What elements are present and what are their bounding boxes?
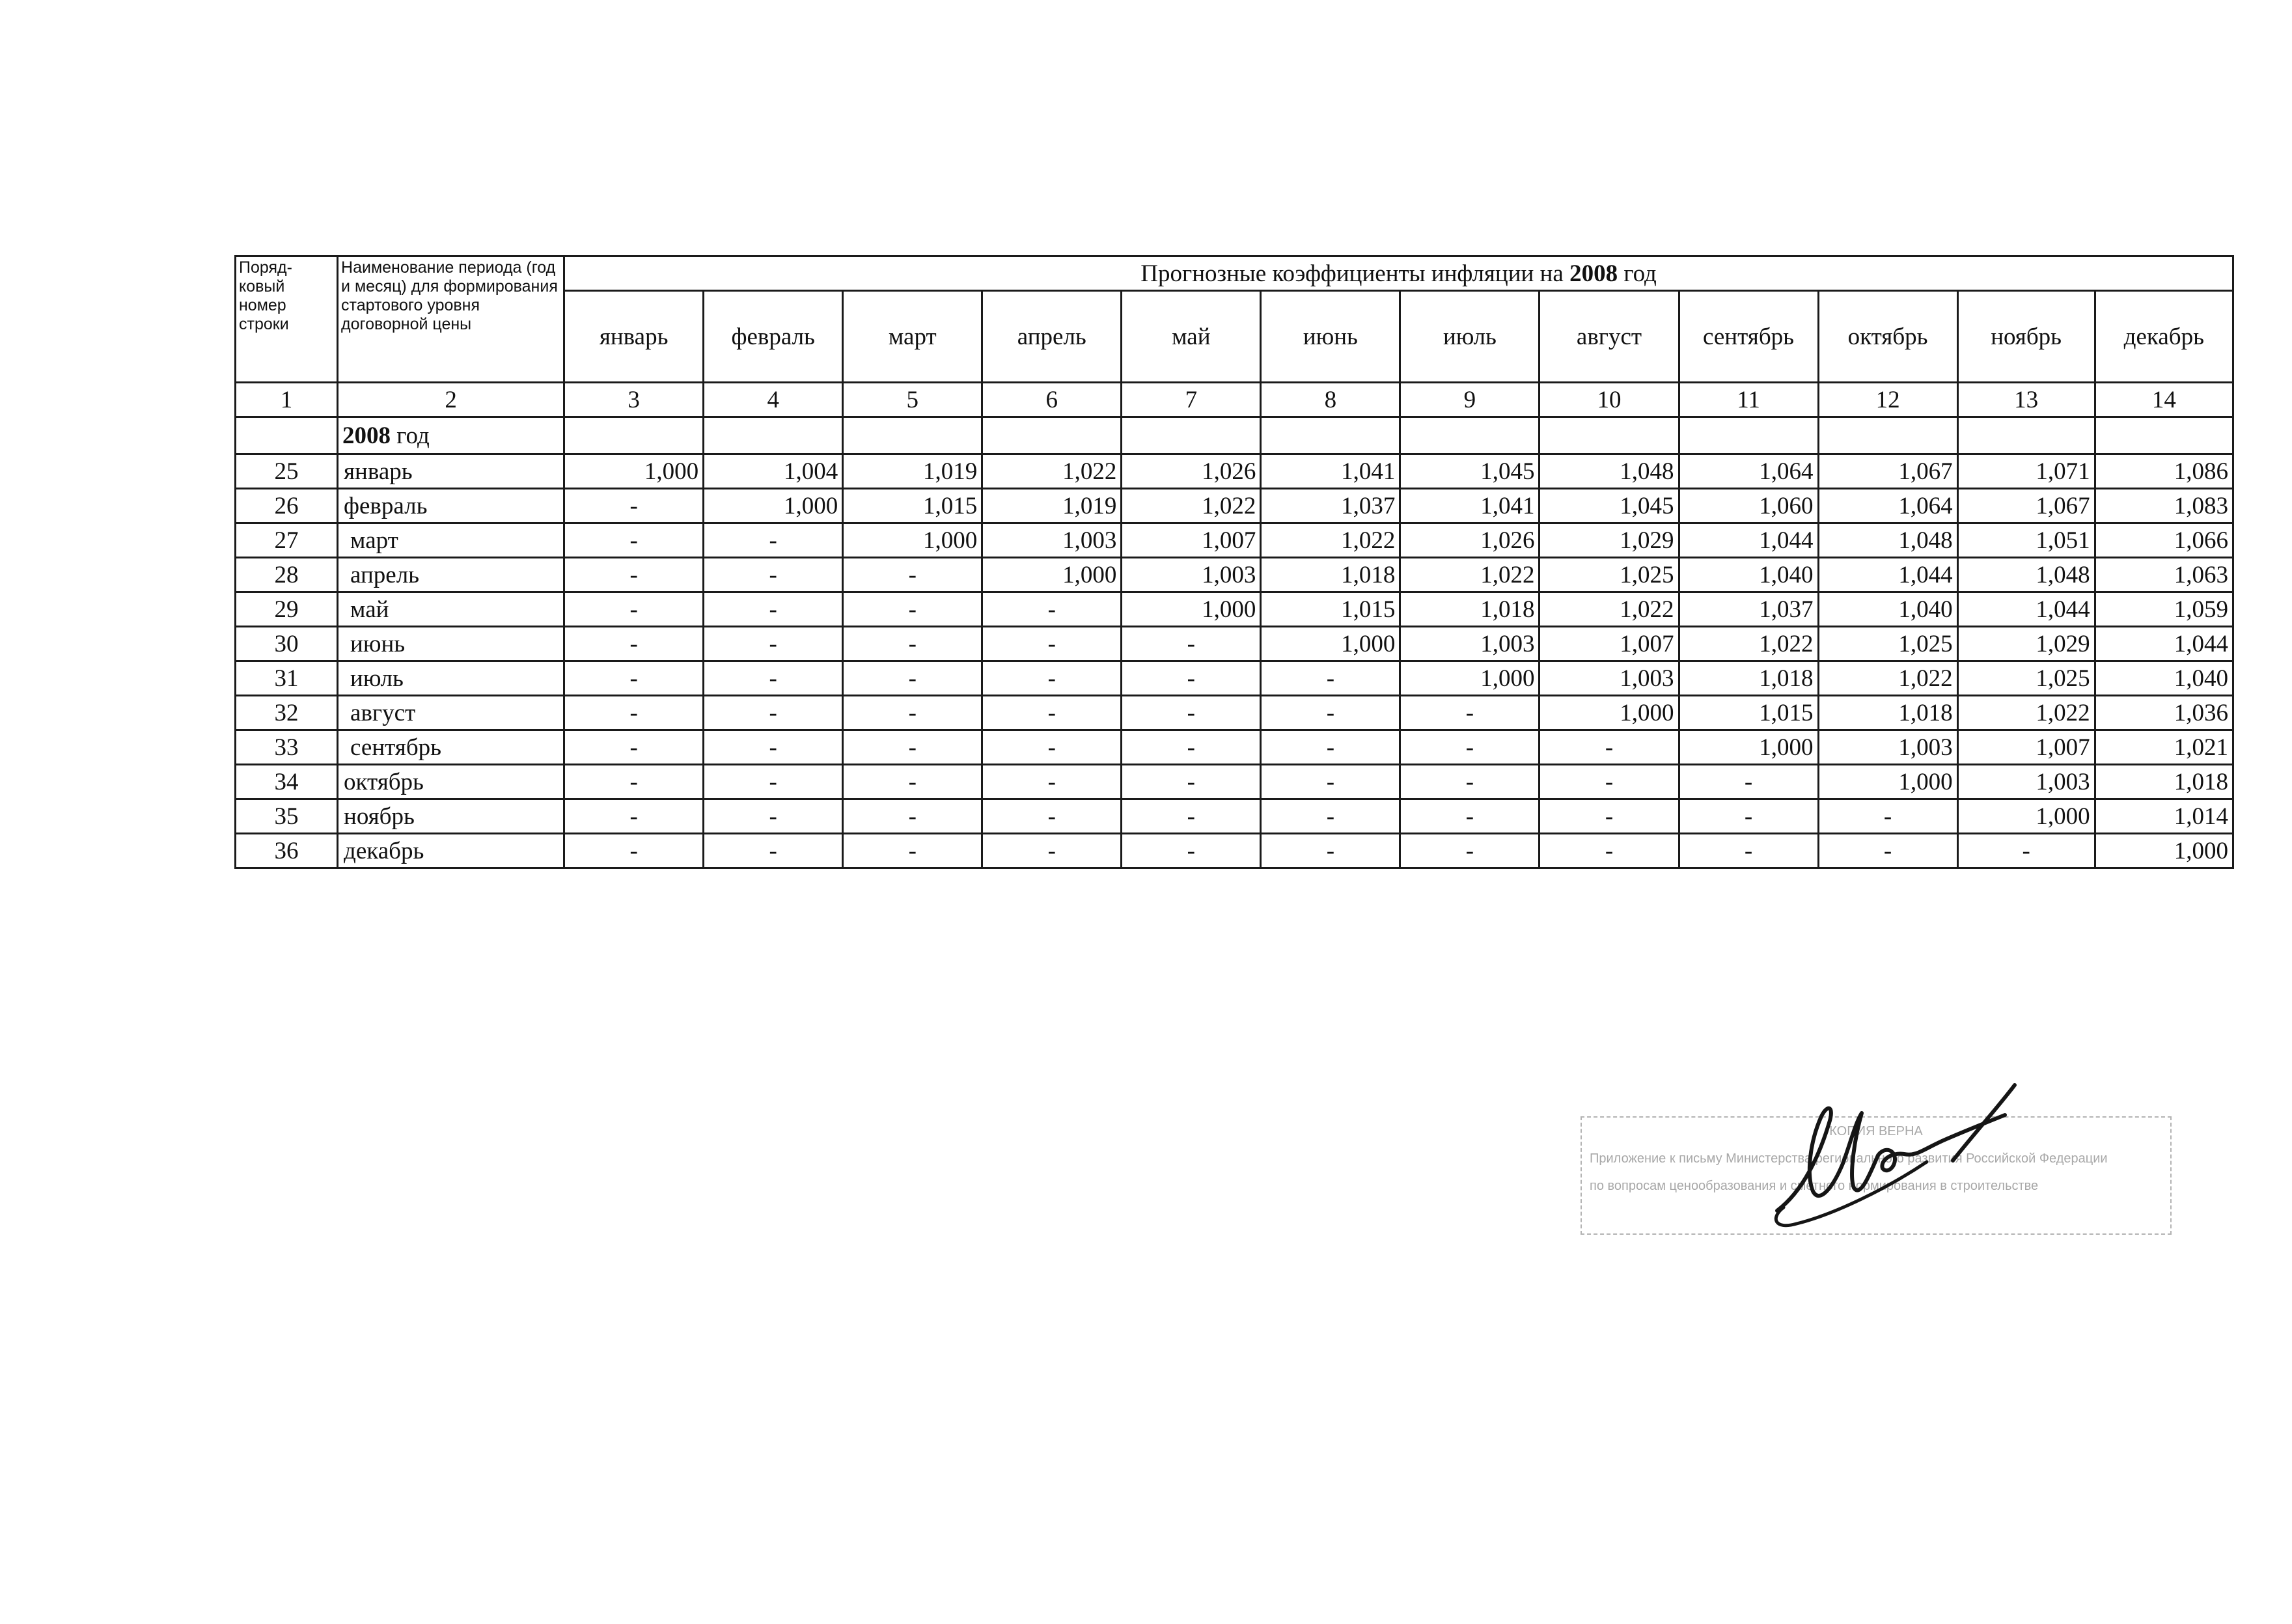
coefficient-cell: 1,007 [1122, 523, 1261, 558]
coefficient-cell: - [1122, 627, 1261, 661]
coefficient-cell: - [1261, 834, 1400, 868]
coefficient-cell: - [843, 730, 982, 765]
coefficient-cell: 1,004 [704, 454, 843, 489]
coefficient-cell: 1,003 [1122, 558, 1261, 592]
coefficient-cell: - [982, 661, 1122, 696]
coefficient-cell: - [1400, 730, 1540, 765]
row-number-cell: 33 [236, 730, 338, 765]
coefficient-cell: - [843, 592, 982, 627]
column-number-cell: 7 [1122, 383, 1261, 417]
period-cell: февраль [338, 489, 564, 523]
column-number-cell: 6 [982, 383, 1122, 417]
column-number-cell: 4 [704, 383, 843, 417]
coefficient-cell: - [564, 765, 704, 799]
period-cell: август [338, 696, 564, 730]
coefficient-cell: 1,060 [1679, 489, 1818, 523]
coefficient-cell: 1,044 [1818, 558, 1957, 592]
coefficient-cell: - [982, 627, 1122, 661]
coefficient-cell: 1,000 [1540, 696, 1679, 730]
coefficient-cell: 1,037 [1679, 592, 1818, 627]
coefficient-cell: 1,041 [1261, 454, 1400, 489]
coefficient-cell: 1,040 [1679, 558, 1818, 592]
coefficient-cell: - [843, 558, 982, 592]
coefficient-cell: 1,007 [1540, 627, 1679, 661]
table-row [236, 799, 2233, 834]
coefficient-cell: 1,041 [1400, 489, 1540, 523]
coefficient-cell: - [1400, 765, 1540, 799]
coefficient-cell: - [1261, 730, 1400, 765]
coefficient-cell: - [704, 592, 843, 627]
period-cell: май [338, 592, 564, 627]
coefficient-cell: - [1261, 661, 1400, 696]
coefficient-cell: - [982, 592, 1122, 627]
coefficient-cell: 1,000 [1818, 765, 1957, 799]
coefficient-cell: - [1957, 834, 2095, 868]
coefficient-cell: - [704, 834, 843, 868]
month-header: май [1122, 291, 1261, 383]
coefficient-cell: 1,000 [564, 454, 704, 489]
coefficient-cell: 1,071 [1957, 454, 2095, 489]
coefficient-cell: - [843, 799, 982, 834]
table-title-prefix: Прогнозные коэффициенты инфляции на [1140, 260, 1564, 287]
month-header: сентябрь [1679, 291, 1818, 383]
stamp-line-1: КОПИЯ ВЕРНА [1829, 1124, 1923, 1138]
row-number-cell: 32 [236, 696, 338, 730]
coefficient-cell: 1,044 [1679, 523, 1818, 558]
column-number-cell: 10 [1540, 383, 1679, 417]
row-number-cell: 26 [236, 489, 338, 523]
coefficient-cell: 1,037 [1261, 489, 1400, 523]
coefficient-cell: - [564, 523, 704, 558]
coefficient-cell: - [843, 696, 982, 730]
column-number-cell: 2 [338, 383, 564, 417]
table-title [564, 256, 2233, 291]
column-number-cell: 12 [1818, 383, 1957, 417]
month-header: июнь [1261, 291, 1400, 383]
coefficient-cell: - [564, 489, 704, 523]
table-row [236, 558, 2233, 592]
coefficient-cell: 1,036 [2095, 696, 2233, 730]
coefficient-cell: - [704, 523, 843, 558]
coefficient-cell: 1,015 [843, 489, 982, 523]
coefficient-cell: - [564, 834, 704, 868]
month-header: апрель [982, 291, 1122, 383]
coefficient-cell: 1,026 [1122, 454, 1261, 489]
coefficient-cell: - [1261, 765, 1400, 799]
coefficient-cell: 1,040 [1818, 592, 1957, 627]
row-number-cell: 28 [236, 558, 338, 592]
coefficient-cell: - [982, 799, 1122, 834]
table-row [236, 489, 2233, 523]
coefficient-cell: - [1122, 765, 1261, 799]
coefficient-cell: 1,045 [1400, 454, 1540, 489]
coefficient-cell: 1,000 [1679, 730, 1818, 765]
coefficient-cell: 1,064 [1818, 489, 1957, 523]
stamp-line-3: по вопросам ценообразования и сметного нормирования в строительстве [1590, 1179, 2039, 1193]
coefficient-cell: - [1122, 834, 1261, 868]
signature [1758, 1077, 2096, 1246]
coefficient-cell: 1,018 [1818, 696, 1957, 730]
coefficient-cell: 1,048 [1540, 454, 1679, 489]
coefficient-cell: - [1540, 834, 1679, 868]
coefficient-cell: 1,015 [1261, 592, 1400, 627]
period-cell: март [338, 523, 564, 558]
coefficient-cell: 1,019 [843, 454, 982, 489]
coefficient-cell: 1,040 [2095, 661, 2233, 696]
row-number-header: Поряд-ковый номер строки [236, 256, 338, 383]
year-group-suffix: год [396, 422, 430, 449]
coefficient-cell: - [564, 558, 704, 592]
coefficient-cell: 1,021 [2095, 730, 2233, 765]
coefficient-cell: - [1818, 799, 1957, 834]
coefficient-cell: 1,044 [2095, 627, 2233, 661]
coefficient-cell: - [982, 834, 1122, 868]
month-header: июль [1400, 291, 1540, 383]
coefficient-cell: 1,048 [1957, 558, 2095, 592]
coefficient-cell: - [564, 592, 704, 627]
coefficient-cell: 1,022 [1122, 489, 1261, 523]
inflation-coefficients-table [234, 255, 2234, 869]
table-row [236, 627, 2233, 661]
column-number-cell: 13 [1957, 383, 2095, 417]
coefficient-cell: 1,022 [1957, 696, 2095, 730]
column-number-cell: 3 [564, 383, 704, 417]
coefficient-cell: - [1400, 799, 1540, 834]
coefficient-cell: - [843, 661, 982, 696]
table-row [236, 592, 2233, 627]
coefficient-cell: - [704, 661, 843, 696]
coefficient-cell: - [704, 558, 843, 592]
coefficient-cell: 1,000 [2095, 834, 2233, 868]
month-header: март [843, 291, 982, 383]
coefficient-cell: 1,018 [1400, 592, 1540, 627]
coefficient-cell: 1,067 [1957, 489, 2095, 523]
table-row [236, 730, 2233, 765]
coefficient-cell: - [1540, 765, 1679, 799]
coefficient-cell: 1,015 [1679, 696, 1818, 730]
coefficient-cell: - [1261, 696, 1400, 730]
coefficient-cell: 1,064 [1679, 454, 1818, 489]
period-cell: июль [338, 661, 564, 696]
row-number-cell: 25 [236, 454, 338, 489]
coefficient-cell: 1,063 [2095, 558, 2233, 592]
table-row [236, 661, 2233, 696]
coefficient-cell: - [1122, 799, 1261, 834]
coefficient-cell: - [1540, 799, 1679, 834]
row-number-cell: 29 [236, 592, 338, 627]
coefficient-cell: 1,029 [1957, 627, 2095, 661]
year-group-year: 2008 [342, 422, 391, 449]
coefficient-cell: 1,045 [1540, 489, 1679, 523]
coefficient-cell: - [1540, 730, 1679, 765]
coefficient-cell: 1,000 [1957, 799, 2095, 834]
coefficient-cell: - [1261, 799, 1400, 834]
month-header: октябрь [1818, 291, 1957, 383]
coefficient-cell: - [1818, 834, 1957, 868]
period-cell: июнь [338, 627, 564, 661]
coefficient-cell: 1,022 [1818, 661, 1957, 696]
coefficient-cell: 1,014 [2095, 799, 2233, 834]
row-number-cell: 34 [236, 765, 338, 799]
coefficient-cell: 1,022 [982, 454, 1122, 489]
coefficient-cell: 1,051 [1957, 523, 2095, 558]
period-cell: ноябрь [338, 799, 564, 834]
coefficient-cell: 1,018 [2095, 765, 2233, 799]
column-number-cell: 1 [236, 383, 338, 417]
month-header: ноябрь [1957, 291, 2095, 383]
coefficient-cell: - [704, 765, 843, 799]
coefficient-cell: - [843, 765, 982, 799]
table-row [236, 834, 2233, 868]
period-cell: сентябрь [338, 730, 564, 765]
table-row [236, 523, 2233, 558]
coefficient-cell: - [564, 661, 704, 696]
month-header: январь [564, 291, 704, 383]
period-cell: апрель [338, 558, 564, 592]
coefficient-cell: 1,029 [1540, 523, 1679, 558]
coefficient-cell: 1,019 [982, 489, 1122, 523]
coefficient-cell: 1,018 [1679, 661, 1818, 696]
coefficient-cell: 1,022 [1679, 627, 1818, 661]
coefficient-cell: 1,059 [2095, 592, 2233, 627]
coefficient-cell: - [704, 627, 843, 661]
period-cell: январь [338, 454, 564, 489]
coefficient-cell: - [843, 627, 982, 661]
coefficient-cell: 1,003 [1400, 627, 1540, 661]
coefficient-cell: - [1679, 765, 1818, 799]
coefficient-cell: - [982, 765, 1122, 799]
coefficient-cell: 1,048 [1818, 523, 1957, 558]
month-header: август [1540, 291, 1679, 383]
coefficient-cell: 1,066 [2095, 523, 2233, 558]
row-number-cell: 36 [236, 834, 338, 868]
coefficient-cell: 1,083 [2095, 489, 2233, 523]
year-group-number-cell [236, 417, 338, 454]
coefficient-cell: 1,022 [1540, 592, 1679, 627]
coefficient-cell: - [982, 696, 1122, 730]
month-header: февраль [704, 291, 843, 383]
coefficient-cell: 1,086 [2095, 454, 2233, 489]
coefficient-cell: 1,003 [1957, 765, 2095, 799]
table-row [236, 696, 2233, 730]
coefficient-cell: - [704, 696, 843, 730]
coefficient-cell: - [843, 834, 982, 868]
row-number-cell: 35 [236, 799, 338, 834]
period-header: Наименование периода (год и месяц) для формирования стартового уровня договорной цены [338, 256, 564, 383]
period-cell: декабрь [338, 834, 564, 868]
coefficient-cell: - [564, 799, 704, 834]
coefficient-cell: 1,025 [1540, 558, 1679, 592]
coefficient-cell: - [1679, 799, 1818, 834]
coefficient-cell: - [1679, 834, 1818, 868]
table-row [236, 765, 2233, 799]
coefficient-cell: 1,000 [1400, 661, 1540, 696]
coefficient-cell: 1,003 [982, 523, 1122, 558]
coefficient-cell: - [1400, 834, 1540, 868]
coefficient-cell: - [564, 627, 704, 661]
coefficient-cell: 1,022 [1261, 523, 1400, 558]
coefficient-cell: 1,000 [1122, 592, 1261, 627]
coefficient-cell: 1,007 [1957, 730, 2095, 765]
column-number-cell: 5 [843, 383, 982, 417]
coefficient-cell: 1,067 [1818, 454, 1957, 489]
coefficient-cell: 1,018 [1261, 558, 1400, 592]
row-number-cell: 30 [236, 627, 338, 661]
coefficient-cell: 1,026 [1400, 523, 1540, 558]
coefficient-cell: - [1122, 730, 1261, 765]
column-number-cell: 9 [1400, 383, 1540, 417]
column-number-cell: 11 [1679, 383, 1818, 417]
month-header: декабрь [2095, 291, 2233, 383]
coefficient-cell: 1,000 [982, 558, 1122, 592]
coefficient-cell: 1,022 [1400, 558, 1540, 592]
table-row [236, 454, 2233, 489]
column-number-cell: 8 [1261, 383, 1400, 417]
coefficient-cell: - [564, 730, 704, 765]
coefficient-cell: - [704, 730, 843, 765]
coefficient-cell: 1,000 [1261, 627, 1400, 661]
stamp-line-2: Приложение к письму Министерства регионального развития Российской Федерации [1590, 1151, 2108, 1166]
coefficient-cell: 1,044 [1957, 592, 2095, 627]
coefficient-cell: 1,003 [1818, 730, 1957, 765]
coefficient-cell: - [1400, 696, 1540, 730]
row-number-cell: 27 [236, 523, 338, 558]
coefficient-cell: - [564, 696, 704, 730]
coefficient-cell: - [982, 730, 1122, 765]
coefficient-cell: - [1122, 661, 1261, 696]
coefficient-cell: 1,025 [1957, 661, 2095, 696]
table-title-suffix: год [1623, 260, 1657, 287]
period-cell: октябрь [338, 765, 564, 799]
coefficient-cell: 1,025 [1818, 627, 1957, 661]
year-group-label [338, 417, 564, 454]
coefficient-cell: 1,003 [1540, 661, 1679, 696]
coefficient-cell: - [1122, 696, 1261, 730]
column-number-cell: 14 [2095, 383, 2233, 417]
coefficient-cell: - [704, 799, 843, 834]
coefficient-cell: 1,000 [843, 523, 982, 558]
coefficient-cell: 1,000 [704, 489, 843, 523]
table-title-year: 2008 [1569, 260, 1618, 287]
row-number-cell: 31 [236, 661, 338, 696]
